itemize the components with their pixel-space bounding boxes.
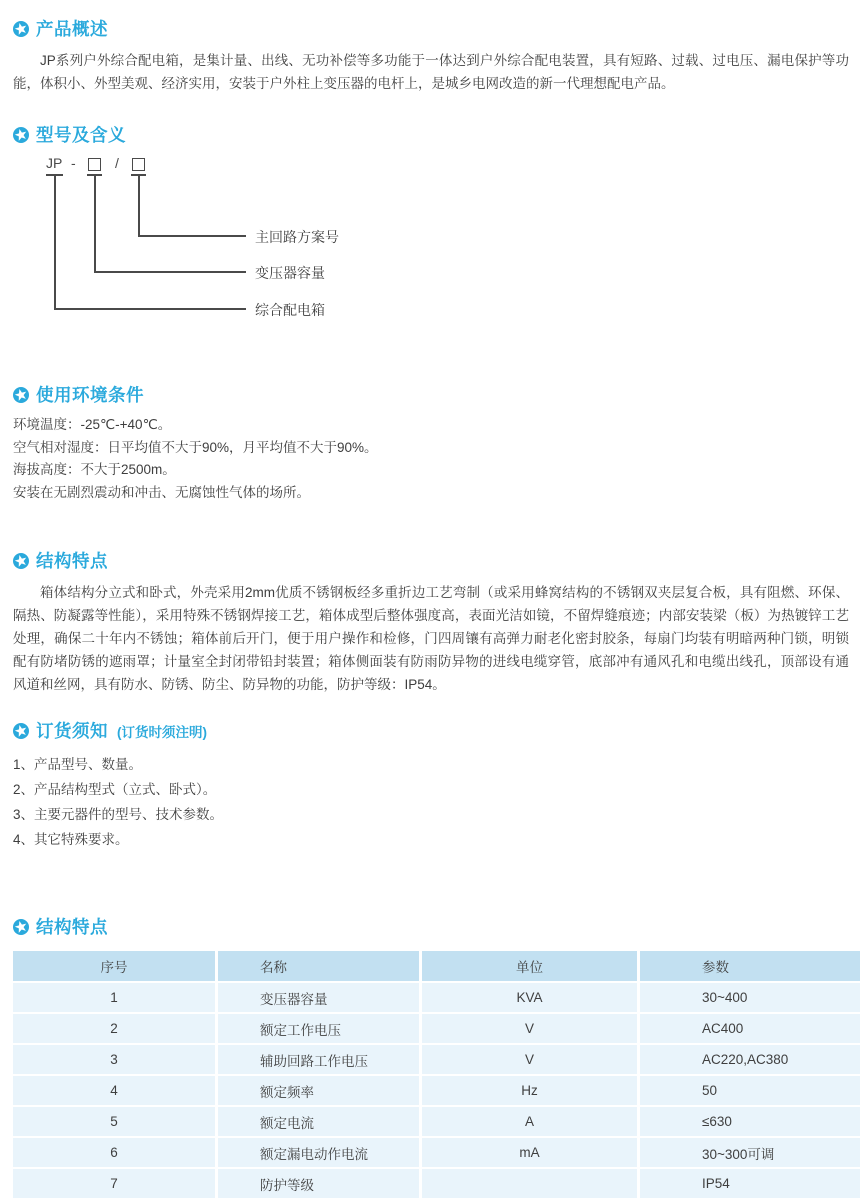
cell-param: AC220,AC380 xyxy=(640,1045,860,1076)
section-title-text: 使用环境条件 xyxy=(36,385,144,405)
cell-index: 2 xyxy=(13,1014,218,1045)
section-structure-title xyxy=(13,548,851,573)
model-slash: / xyxy=(115,155,119,171)
column-header-name: 名称 xyxy=(218,951,422,983)
cell-index: 6 xyxy=(13,1138,218,1169)
section-environment-title xyxy=(13,382,851,407)
table-header-row xyxy=(13,951,860,983)
section-model-title xyxy=(13,122,851,147)
cell-unit xyxy=(422,1169,640,1200)
section-title-text: 型号及含义 xyxy=(36,125,126,145)
diagram-lead-line xyxy=(94,271,246,273)
parameters-table xyxy=(13,951,860,1200)
cell-name: 变压器容量 xyxy=(218,983,422,1014)
section-parameters-title xyxy=(13,914,851,939)
section-ordering-title xyxy=(13,718,851,743)
star-circle-icon xyxy=(13,387,29,403)
cell-name: 额定工作电压 xyxy=(218,1014,422,1045)
cell-index: 7 xyxy=(13,1169,218,1200)
cell-index: 5 xyxy=(13,1107,218,1138)
ordering-item: 3、主要元器件的型号、技术参数。 xyxy=(13,807,224,822)
cell-param: IP54 xyxy=(640,1169,860,1200)
cell-name: 额定频率 xyxy=(218,1076,422,1107)
cell-param: ≤630 xyxy=(640,1107,860,1138)
ordering-item: 1、产品型号、数量。 xyxy=(13,757,143,772)
diagram-lead-line xyxy=(54,308,246,310)
section-title-text: 订货须知 xyxy=(36,721,108,741)
table-row xyxy=(13,1138,860,1169)
star-circle-icon xyxy=(13,127,29,143)
diagram-lead-line xyxy=(138,235,246,237)
star-circle-icon xyxy=(13,553,29,569)
cell-unit: A xyxy=(422,1107,640,1138)
model-meaning-diagram xyxy=(13,155,851,327)
cell-param: AC400 xyxy=(640,1014,860,1045)
column-header-param: 参数 xyxy=(640,951,860,983)
cell-index: 3 xyxy=(13,1045,218,1076)
environment-line: 环境温度：-25℃-+40℃。 xyxy=(13,417,172,432)
cell-unit: V xyxy=(422,1014,640,1045)
ordering-item: 2、产品结构型式（立式、卧式）。 xyxy=(13,782,217,797)
section-title-text: 产品概述 xyxy=(36,19,108,39)
column-header-unit: 单位 xyxy=(422,951,640,983)
table-row xyxy=(13,1014,860,1045)
cell-param: 50 xyxy=(640,1076,860,1107)
section-title-text: 结构特点 xyxy=(36,551,108,571)
cell-name: 辅助回路工作电压 xyxy=(218,1045,422,1076)
diagram-label-distribution-box: 综合配电箱 xyxy=(255,302,325,318)
model-placeholder-box-2 xyxy=(132,158,145,171)
ordering-item: 4、其它特殊要求。 xyxy=(13,832,129,847)
cell-name: 防护等级 xyxy=(218,1169,422,1200)
environment-line: 安装在无剧烈震动和冲击、无腐蚀性气体的场所。 xyxy=(13,484,310,500)
cell-param: 30~400 xyxy=(640,983,860,1014)
diagram-lead-line xyxy=(94,174,96,271)
cell-name: 额定电流 xyxy=(218,1107,422,1138)
cell-param: 30~300可调 xyxy=(640,1138,860,1169)
table-row xyxy=(13,1076,860,1107)
diagram-label-main-circuit: 主回路方案号 xyxy=(255,229,339,245)
model-dash: - xyxy=(71,155,76,171)
section-overview-title xyxy=(13,16,851,41)
environment-line: 空气相对湿度：日平均值不大于90%，月平均值不大于90%。 xyxy=(13,439,378,455)
diagram-lead-line xyxy=(54,174,56,308)
cell-unit: V xyxy=(422,1045,640,1076)
diagram-lead-line xyxy=(138,174,140,235)
ordering-items xyxy=(13,752,851,852)
diagram-label-transformer-capacity: 变压器容量 xyxy=(255,265,325,281)
cell-unit: KVA xyxy=(422,983,640,1014)
cell-name: 额定漏电动作电流 xyxy=(218,1138,422,1169)
section-title-text: 结构特点 xyxy=(36,917,108,937)
section-subtitle-text: (订货时须注明) xyxy=(117,724,207,740)
table-row xyxy=(13,1045,860,1076)
table-row xyxy=(13,1169,860,1200)
model-prefix: JP xyxy=(46,155,63,171)
overview-paragraph: JP系列户外综合配电箱，是集计量、出线、无功补偿等多功能于一体达到户外综合配电装置，具有短路、过载、过电压、漏电保护等功能，体积小、外型美观、经济实用，安装于户外柱上变压器的电杆上，是城乡电网改造的新一代理想配电产品。 xyxy=(13,53,849,91)
star-circle-icon xyxy=(13,723,29,739)
environment-line: 海拔高度：不大于2500m。 xyxy=(13,462,176,477)
column-header-index: 序号 xyxy=(13,951,218,983)
cell-unit: mA xyxy=(422,1138,640,1169)
cell-unit: Hz xyxy=(422,1076,640,1107)
star-circle-icon xyxy=(13,919,29,935)
star-circle-icon xyxy=(13,21,29,37)
structure-paragraph: 箱体结构分立式和卧式，外壳采用2mm优质不锈钢板经多重折边工艺弯制（或采用蜂窝结构的不锈钢双夹层复合板，具有阻燃、环保、隔热、防凝露等性能），采用特殊不锈钢焊接工艺，箱体成型后整体强度高，表面光洁如镜，不留焊缝痕迹；内部安装梁（板）为热镀锌工艺处理，确保二十年内不锈蚀；箱体前后开门，便于用户操作和检修，门四周镶有高弹力耐老化密封胶条，每扇门均装有明暗两种门锁，明锁配有防堵防锈的遮雨罩；计量室全封闭带铅封装置；箱体侧面装有防雨防异物的进线电缆穿管，底部冲有通风孔和电缆出线孔，顶部设有通风道和丝网，具有防水、防锈、防尘、防异物的功能，防护等级：IP54。 xyxy=(13,585,849,692)
cell-index: 4 xyxy=(13,1076,218,1107)
table-row xyxy=(13,983,860,1014)
model-placeholder-box-1 xyxy=(88,158,101,171)
environment-conditions xyxy=(13,414,851,504)
table-row xyxy=(13,1107,860,1138)
cell-index: 1 xyxy=(13,983,218,1014)
